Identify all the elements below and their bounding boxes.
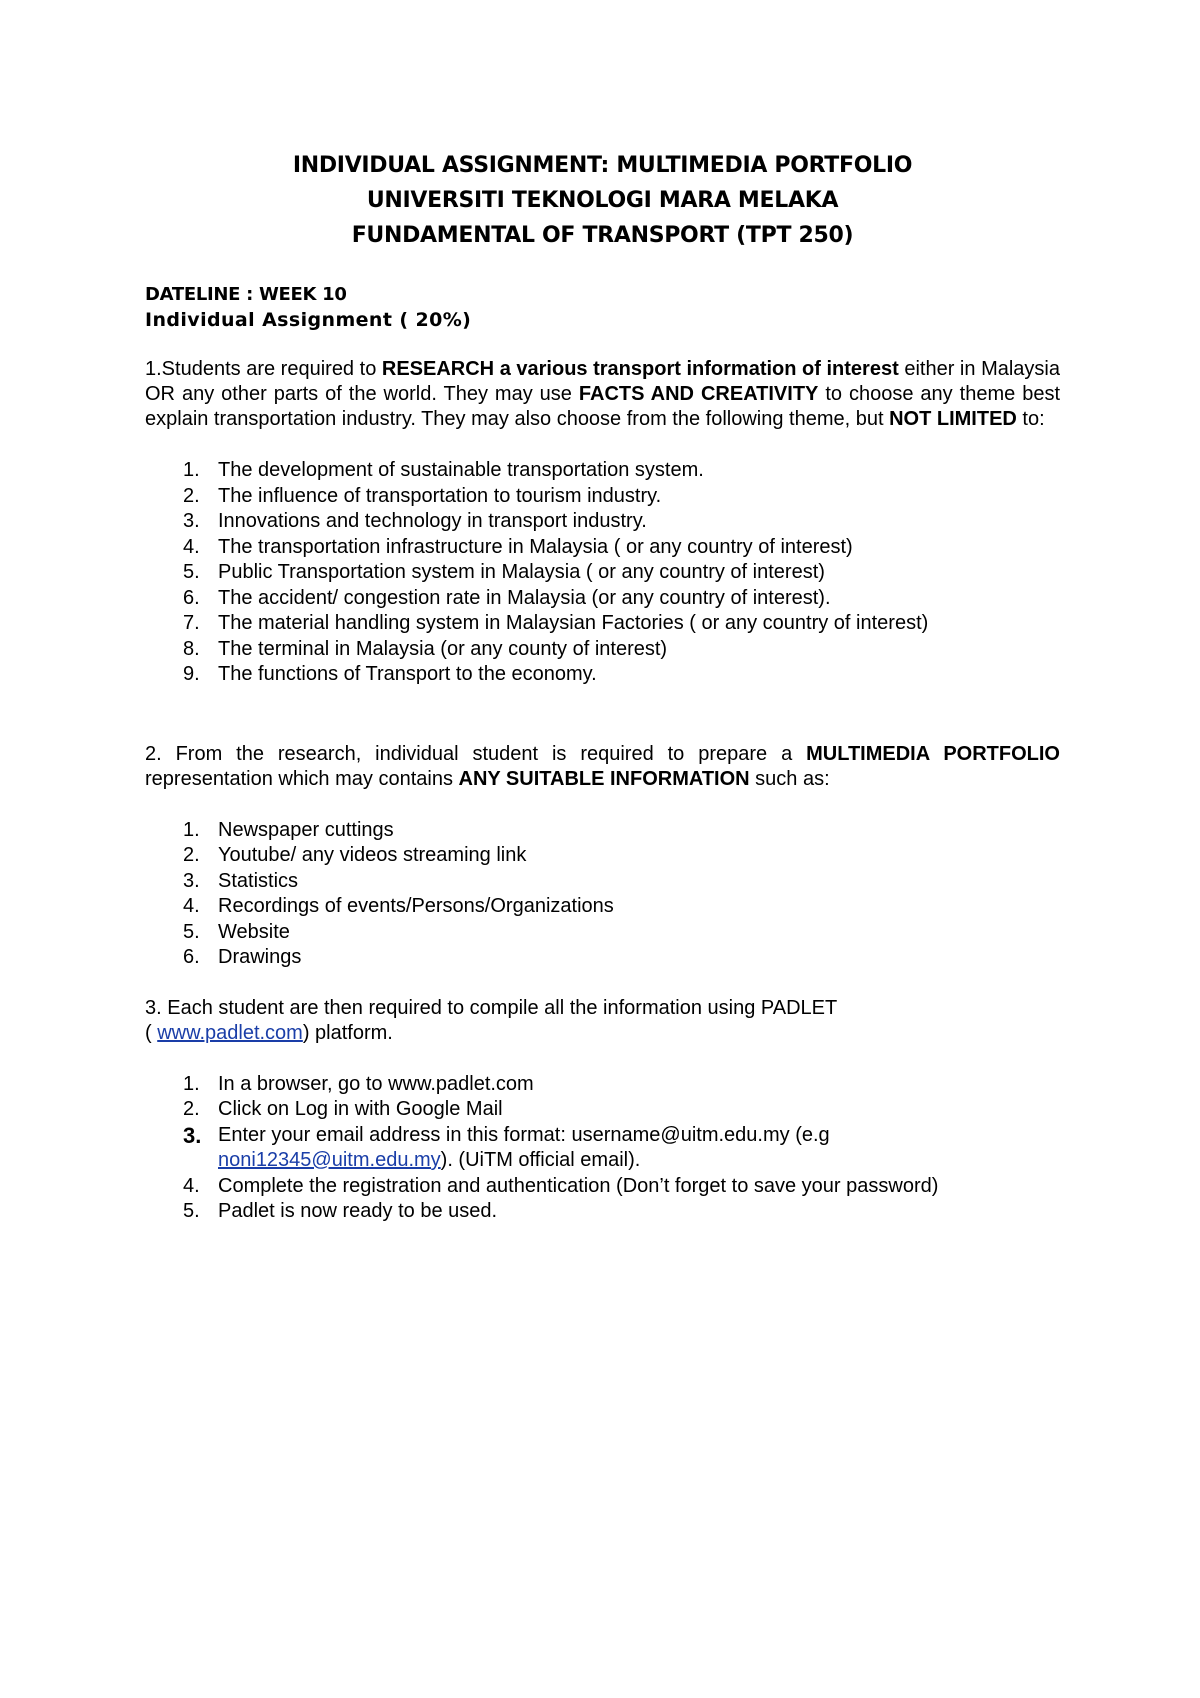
list-number: 4.	[183, 535, 200, 558]
list-text: Statistics	[218, 869, 299, 892]
list-text: Newspaper cuttings	[218, 818, 394, 841]
section-3-text-1: 3. Each student are then required to compile all the information using PADLET	[145, 996, 838, 1019]
list-number: 8.	[183, 637, 200, 660]
list-number: 1.	[183, 1072, 200, 1095]
document-page	[145, 148, 1060, 1225]
padlet-link[interactable]: www.padlet.com	[157, 1021, 303, 1044]
list-item	[183, 611, 1060, 637]
assignment-weight: Individual Assignment ( 20%)	[145, 309, 472, 331]
list-item	[183, 1097, 1060, 1123]
section-1-bold-3: NOT LIMITED	[889, 408, 1017, 430]
list-item	[183, 560, 1060, 586]
section-1-text-1: 1.Students are required to	[145, 358, 382, 380]
list-text: The functions of Transport to the economy.	[218, 663, 597, 685]
document-header	[145, 148, 1060, 253]
theme-list	[145, 458, 1060, 688]
section-1-text-2: either in Malaysia OR any other parts of the world. They may use	[145, 358, 1060, 405]
list-number: 1.	[183, 459, 200, 481]
list-item	[183, 818, 1060, 844]
section-3-text-2: (	[145, 1021, 158, 1044]
list-text: In a browser, go to www.padlet.com	[218, 1072, 534, 1095]
list-item	[183, 484, 1060, 510]
list-item	[183, 1072, 1060, 1098]
step-3-text-2: ). (UiTM official email).	[440, 1149, 641, 1171]
list-item	[183, 535, 1060, 561]
list-item	[183, 637, 1060, 663]
list-item	[183, 586, 1060, 612]
list-number: 3.	[183, 1122, 202, 1148]
list-item	[183, 509, 1060, 535]
title-line-2: UNIVERSITI TEKNOLOGI MARA MELAKA	[366, 188, 839, 213]
list-number: 6.	[183, 586, 200, 609]
dateline: DATELINE : WEEK 10	[145, 284, 347, 305]
list-number: 6.	[183, 946, 200, 968]
section-1-bold-1: RESEARCH a various transport information of interest	[381, 358, 899, 380]
section-1-text-3: to choose any theme best explain transportation industry. They may also choose from the following theme, but	[145, 383, 1060, 430]
list-text: Drawings	[218, 946, 302, 968]
list-text: Recordings of events/Persons/Organizations	[218, 895, 614, 917]
section-1-text-4: to:	[1016, 408, 1045, 430]
title-line-1: INDIVIDUAL ASSIGNMENT: MULTIMEDIA PORTFOLIO	[292, 153, 913, 178]
section-2-bold-2: ANY SUITABLE INFORMATION	[458, 767, 750, 790]
list-item	[183, 1123, 1060, 1174]
section-3-paragraph	[145, 996, 1060, 1046]
spacer	[145, 971, 1060, 996]
list-number: 2.	[183, 484, 200, 507]
list-number: 7.	[183, 612, 200, 634]
list-number: 1.	[183, 818, 200, 841]
section-1-bold-2: FACTS AND CREATIVITY	[578, 383, 819, 405]
list-item	[183, 1199, 1060, 1225]
step-3-text-1: Enter your email address in this format: username@uitm.edu.my (e.g	[218, 1123, 830, 1146]
title-line-3: FUNDAMENTAL OF TRANSPORT (TPT 250)	[351, 223, 854, 248]
list-item	[183, 1174, 1060, 1200]
list-item	[183, 945, 1060, 971]
section-2-paragraph	[145, 742, 1060, 792]
list-text: The development of sustainable transportation system.	[218, 459, 704, 481]
padlet-steps-list	[145, 1072, 1060, 1225]
list-text: Website	[218, 920, 290, 943]
list-number: 4.	[183, 895, 200, 917]
section-3-text-3: ) platform.	[302, 1021, 393, 1044]
list-number: 2.	[183, 844, 200, 866]
section-2-text-2: representation which may contains	[145, 767, 459, 790]
list-item	[183, 458, 1060, 484]
list-text: Innovations and technology in transport industry.	[218, 510, 647, 532]
list-number: 5.	[183, 1200, 200, 1222]
list-text: Padlet is now ready to be used.	[218, 1200, 498, 1222]
list-text: The influence of transportation to tourism industry.	[218, 484, 662, 507]
list-number: 5.	[183, 561, 200, 583]
list-text: The material handling system in Malaysian Factories ( or any country of interest)	[218, 612, 929, 634]
list-text: The terminal in Malaysia (or any county of interest)	[218, 637, 668, 660]
list-number: 4.	[183, 1174, 200, 1197]
section-2-text-3: such as:	[749, 767, 830, 790]
list-text: The accident/ congestion rate in Malaysia (or any country of interest).	[218, 586, 831, 609]
section-2-text-1: 2. From the research, individual student is required to prepare a	[145, 742, 807, 765]
section-2-bold-1: MULTIMEDIA PORTFOLIO	[806, 742, 1060, 765]
list-item	[183, 920, 1060, 946]
list-text: The transportation infrastructure in Malaysia ( or any country of interest)	[218, 535, 853, 558]
email-example-link[interactable]: noni12345@uitm.edu.my	[218, 1149, 441, 1171]
spacer	[145, 688, 1060, 742]
list-item	[183, 869, 1060, 895]
list-item	[183, 662, 1060, 688]
section-1-paragraph	[145, 357, 1060, 432]
list-item	[183, 894, 1060, 920]
list-text: Click on Log in with Google Mail	[218, 1098, 503, 1120]
list-text	[218, 1123, 1060, 1174]
list-item	[183, 843, 1060, 869]
list-number: 3.	[183, 510, 200, 532]
list-number: 9.	[183, 663, 200, 685]
list-number: 5.	[183, 920, 200, 943]
list-text: Youtube/ any videos streaming link	[218, 844, 527, 866]
list-text: Public Transportation system in Malaysia ( or any country of interest)	[218, 561, 825, 583]
list-text: Complete the registration and authentication (Don’t forget to save your password)	[218, 1174, 939, 1197]
list-number: 2.	[183, 1098, 200, 1120]
information-list	[145, 818, 1060, 971]
list-number: 3.	[183, 869, 200, 892]
